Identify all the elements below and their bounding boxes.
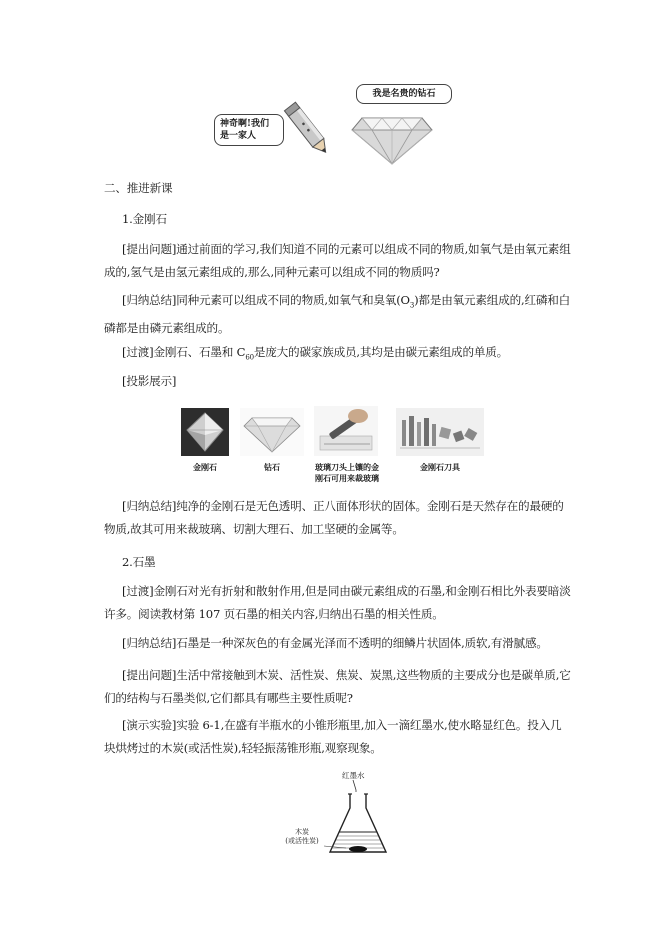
photo-caption [240, 462, 304, 473]
pencil-icon [272, 98, 342, 162]
paragraph-text: 是庞大的碳家族成员,其均是由碳元素组成的单质。 [253, 345, 509, 359]
subheading-graphite [104, 551, 572, 574]
paragraph-tag: [归纳总结] [122, 499, 177, 513]
bubble-line: 是一家人 [220, 131, 257, 141]
photo-caption [396, 462, 484, 473]
label-red-ink: 红墨水 [342, 771, 365, 780]
subheading-text: 2.石墨 [122, 555, 156, 569]
paragraph-text: 实验 6-1,在盛有半瓶水的小锥形瓶里,加入一滴红墨水,使水略显红色。投入几块烘烤过的木炭(或活性炭),轻轻振荡锥形瓶,观察现象。 [104, 718, 562, 755]
flask-apparatus-figure [280, 770, 400, 858]
subheading-text: 1.金刚石 [122, 212, 167, 226]
paragraph-tag: [归纳总结] [122, 636, 177, 650]
paragraph-tag: [过渡] [122, 345, 154, 359]
paragraph-summary-1 [104, 289, 572, 340]
paragraph-text: 金刚石对光有折射和散射作用,但是同由碳元素组成的石墨,和金刚石相比外表要暗淡许多。阅读教材第 107 页石墨的相关内容,归纳出石墨的相关性质。 [104, 584, 571, 621]
paragraph-question-1 [104, 238, 572, 284]
label-charcoal [280, 828, 324, 846]
top-figure [210, 78, 450, 168]
caption-line: 玻璃刀头上镶的金 [315, 462, 379, 472]
caption-line: 钻石 [264, 462, 280, 472]
bubble-line: 神奇啊!我们 [220, 119, 269, 129]
photo-cut-diamond [240, 408, 304, 456]
paragraph-tag: [归纳总结] [122, 293, 177, 307]
subheading-diamond [104, 208, 572, 231]
section-heading [104, 177, 572, 200]
photo-strip [178, 406, 488, 486]
glass-cutter-icon [314, 406, 378, 456]
caption-line: 刚石可用来裁玻璃 [315, 473, 379, 483]
paragraph-text: [投影展示] [122, 374, 177, 388]
subscript: 3 [409, 301, 415, 310]
diamond-icon [240, 408, 304, 456]
label-line: 木炭 [295, 828, 309, 836]
paragraph-demo-experiment [104, 714, 572, 760]
caption-line: 金刚石 [193, 462, 217, 472]
tools-icon [396, 408, 484, 456]
paragraph-text: 纯净的金刚石是无色透明、正八面体形状的固体。金刚石是天然存在的最硬的物质,故其可用来裁玻璃、切割大理石、加工坚硬的金属等。 [104, 499, 564, 536]
paragraph-question-2 [104, 664, 572, 710]
photo-raw-diamond [181, 408, 229, 456]
paragraph-text: 金刚石、石墨和 C [153, 345, 246, 359]
section-heading-text: 二、推进新课 [104, 181, 173, 195]
paragraph-projection [104, 370, 572, 393]
label-line: (或活性炭) [285, 837, 319, 845]
octahedron-icon [181, 408, 229, 456]
photo-diamond-tools [396, 408, 484, 456]
paragraph-text: )都是由氧元素组成的,红磷和白磷都是由磷元素组成的。 [104, 293, 571, 336]
diamond-icon [350, 108, 434, 166]
photo-caption [308, 462, 386, 484]
caption-line: 金刚石刀具 [420, 462, 460, 472]
paragraph-text: 石墨是一种深灰色的有金属光泽而不透明的细鳞片状固体,质软,有滑腻感。 [176, 636, 548, 650]
paragraph-tag: [演示实验] [122, 718, 177, 732]
paragraph-text: 同种元素可以组成不同的物质,如氧气和臭氧(O [176, 293, 410, 307]
paragraph-summary-3 [104, 632, 572, 655]
paragraph-summary-2 [104, 495, 572, 541]
photo-caption [178, 462, 232, 473]
photo-glass-cutter [314, 406, 378, 456]
paragraph-tag: [提出问题] [122, 668, 177, 682]
bubble-text: 我是名贵的钻石 [372, 89, 436, 99]
paragraph-transition-1 [104, 341, 572, 369]
conical-flask-icon [320, 778, 400, 858]
subscript: 60 [245, 353, 254, 362]
paragraph-text: 通过前面的学习,我们知道不同的元素可以组成不同的物质,如氧气是由氧元素组成的,氢气是由氢元素组成的,那么,同种元素可以组成不同的物质吗? [104, 242, 571, 279]
paragraph-tag: [提出问题] [122, 242, 177, 256]
paragraph-tag: [过渡] [122, 584, 154, 598]
paragraph-text: 生活中常接触到木炭、活性炭、焦炭、炭黑,这些物质的主要成分也是碳单质,它们的结构与石墨类似,它们都具有哪些主要性质呢? [104, 668, 571, 705]
paragraph-transition-2 [104, 580, 572, 626]
diamond-speech-bubble [356, 84, 452, 104]
